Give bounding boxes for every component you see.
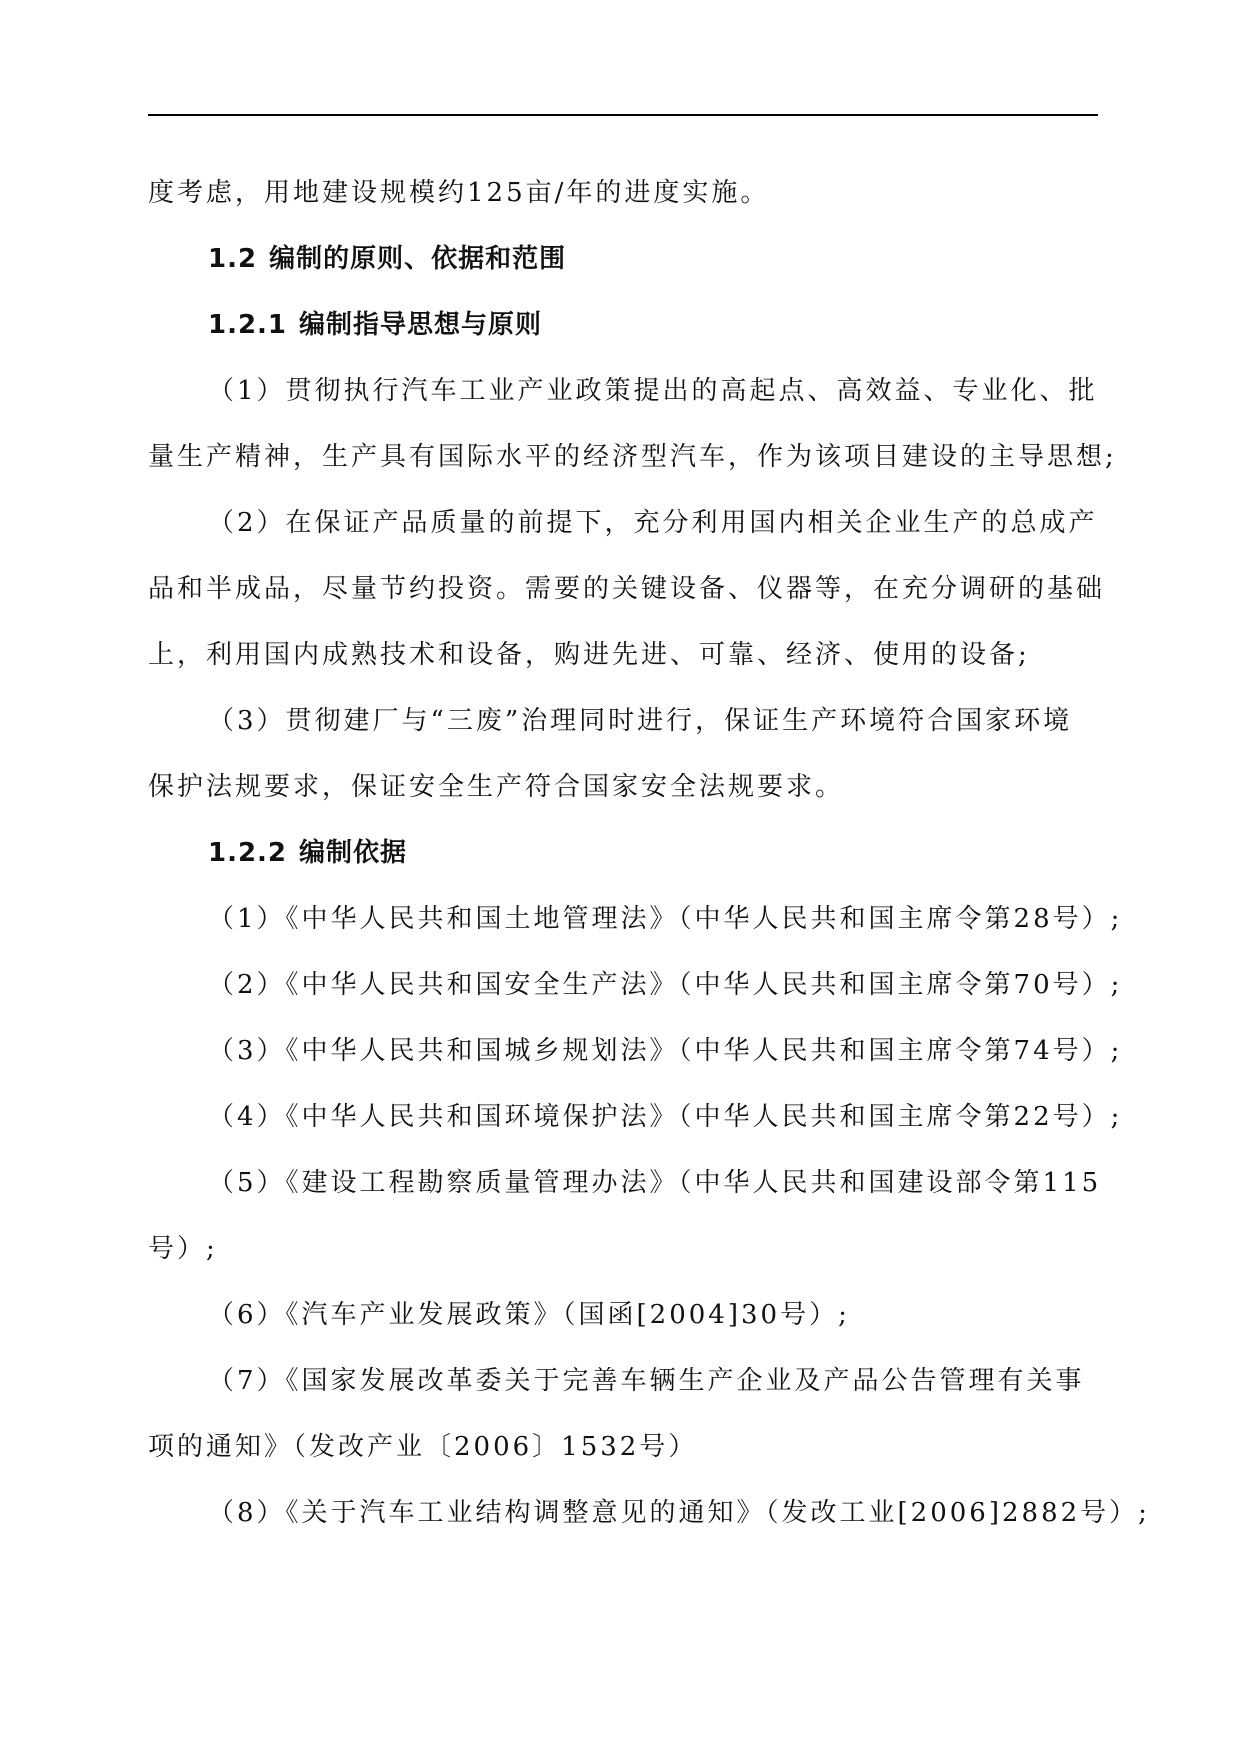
basis-item-7-line-1: （7）《国家发展改革委关于完善车辆生产企业及产品公告管理有关事 — [208, 1366, 1085, 1396]
principle-3-line-1: （3）贯彻建厂与“三废”治理同时进行，保证生产环境符合国家环境 — [208, 706, 1073, 736]
basis-item-1: （1）《中华人民共和国土地管理法》（中华人民共和国主席令第28号）; — [208, 904, 1123, 934]
basis-item-4: （4）《中华人民共和国环境保护法》（中华人民共和国主席令第22号）; — [208, 1102, 1123, 1132]
principle-2-line-1: （2）在保证产品质量的前提下，充分利用国内相关企业生产的总成产 — [208, 508, 1098, 538]
principle-1-line-1: （1）贯彻执行汽车工业产业政策提出的高起点、高效益、专业化、批 — [208, 376, 1098, 406]
basis-item-5-line-1: （5）《建设工程勘察质量管理办法》（中华人民共和国建设部令第115 — [208, 1168, 1102, 1198]
section-number: 1.2.1 — [208, 310, 288, 340]
basis-item-3: （3）《中华人民共和国城乡规划法》（中华人民共和国主席令第74号）; — [208, 1036, 1123, 1066]
basis-item-2: （2）《中华人民共和国安全生产法》（中华人民共和国主席令第70号）; — [208, 970, 1123, 1000]
section-title: 编制依据 — [299, 838, 408, 868]
section-heading-1-2-2 — [148, 820, 1098, 886]
principle-3-line-2: 保护法规要求，保证安全生产符合国家安全法规要求。 — [148, 772, 845, 802]
basis-item-5-line-2: 号）; — [148, 1234, 218, 1264]
header-rule — [148, 114, 1098, 116]
section-heading-1-2-1 — [148, 292, 1098, 358]
paragraph-continuation: 度考虑，用地建设规模约125亩/年的进度实施。 — [148, 178, 770, 208]
section-number: 1.2.2 — [208, 838, 288, 868]
principle-1-line-2: 量生产精神，生产具有国际水平的经济型汽车，作为该项目建设的主导思想; — [148, 442, 1117, 472]
section-number: 1.2 — [208, 244, 258, 274]
basis-item-8: （8）《关于汽车工业结构调整意见的通知》（发改工业[2006]2882号）; — [208, 1498, 1150, 1528]
basis-item-7-line-2: 项的通知》（发改产业〔2006〕1532号） — [148, 1432, 698, 1462]
basis-item-6: （6）《汽车产业发展政策》（国函[2004]30号）; — [208, 1300, 850, 1330]
principle-2-line-3: 上，利用国内成熟技术和设备，购进先进、可靠、经济、使用的设备; — [148, 640, 1030, 670]
section-title: 编制指导思想与原则 — [299, 310, 543, 340]
principle-2-line-2: 品和半成品，尽量节约投资。需要的关键设备、仪器等，在充分调研的基础 — [148, 574, 1106, 604]
document-body — [148, 160, 1150, 1546]
section-heading-1-2 — [148, 226, 1098, 292]
section-title: 编制的原则、依据和范围 — [269, 244, 567, 274]
